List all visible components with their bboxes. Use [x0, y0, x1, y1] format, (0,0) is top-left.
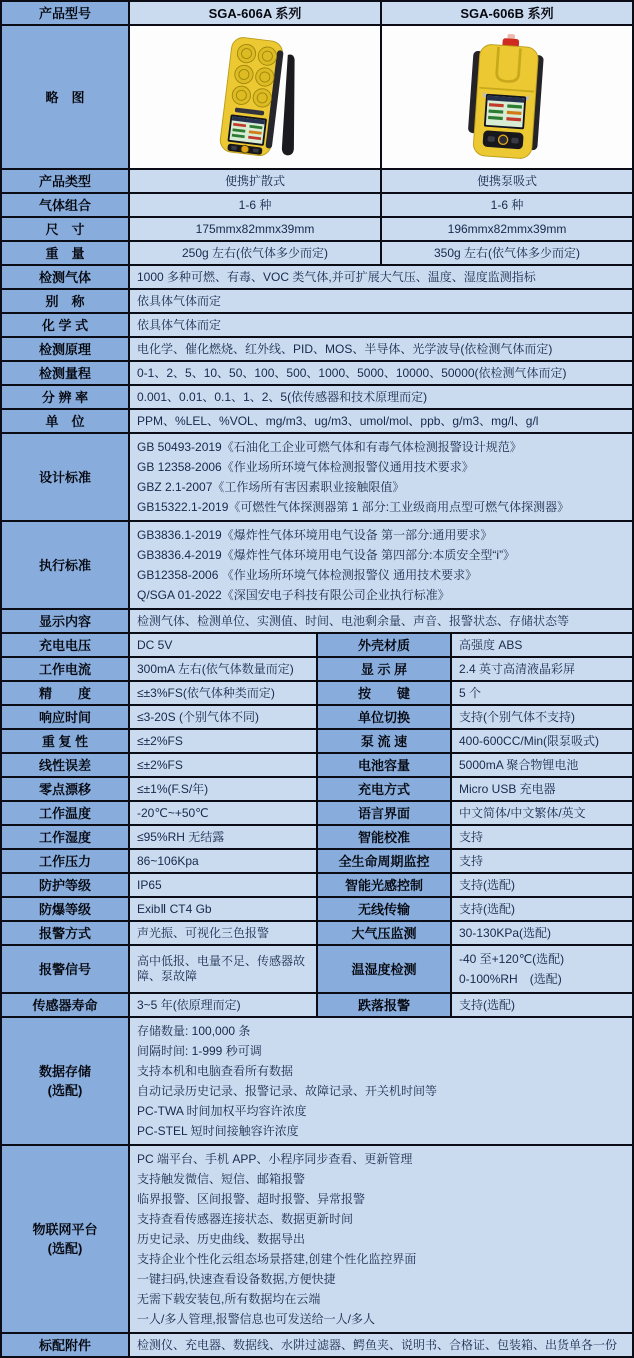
spec-row — [2, 850, 632, 872]
spec-label: 防爆等级 — [2, 898, 128, 920]
spec-line: 间隔时间: 1-999 秒可调 — [137, 1044, 262, 1058]
spec-label-line: 物联网平台 — [32, 1222, 98, 1237]
spec-value: ≤3-20S (个别气体不同) — [130, 706, 316, 728]
device-a-illustration — [191, 29, 319, 165]
spec-label: 化 学 式 — [2, 314, 128, 336]
spec-row — [2, 922, 632, 944]
spec-value: 便携泵吸式 — [382, 170, 632, 192]
spec-label: 单位切换 — [318, 706, 450, 728]
spec-value-multiline — [130, 522, 632, 608]
spec-label: 尺 寸 — [2, 218, 128, 240]
spec-label: 重 量 — [2, 242, 128, 264]
spec-label: 分 辨 率 — [2, 386, 128, 408]
spec-line: 支持企业个性化云组态场景搭建,创建个性化监控界面 — [137, 1252, 417, 1266]
header-row — [2, 2, 632, 24]
lcd-screen — [484, 94, 526, 130]
spec-row — [2, 362, 632, 384]
spec-label-line: (选配) — [47, 1241, 83, 1256]
spec-label: 智能校准 — [318, 826, 450, 848]
spec-row — [2, 434, 632, 520]
spec-line: GB3836.1-2019《爆炸性气体环境用电气设备 第一部分:通用要求》 — [137, 528, 493, 542]
spec-row — [2, 314, 632, 336]
lcd-screen — [227, 114, 267, 146]
spec-label: 零点漂移 — [2, 778, 128, 800]
spec-row — [2, 194, 632, 216]
spec-row — [2, 826, 632, 848]
spec-row — [2, 1018, 632, 1144]
sketch-row — [2, 26, 632, 168]
spec-value: 0-1、2、5、10、50、100、500、1000、5000、10000、50000(依检测气体而定) — [130, 362, 632, 384]
section-basic-specs — [2, 170, 632, 264]
spec-label: 充电电压 — [2, 634, 128, 656]
spec-row — [2, 898, 632, 920]
spec-row — [2, 682, 632, 704]
spec-value: 30-130KPa(选配) — [452, 922, 632, 944]
button-panel — [482, 130, 523, 149]
spec-row — [2, 522, 632, 608]
spec-row — [2, 730, 632, 752]
spec-value: 声光振、可视化三色报警 — [130, 922, 316, 944]
spec-value: 高中低报、电量不足、传感器故障、泵故障 — [130, 946, 316, 992]
spec-value: DC 5V — [130, 634, 316, 656]
spec-value: 400-600CC/Min(限泵吸式) — [452, 730, 632, 752]
spec-line: PC-STEL 短时间接触容许浓度 — [137, 1124, 299, 1138]
spec-row — [2, 290, 632, 312]
spec-value: ≤±3%FS(依气体种类而定) — [130, 682, 316, 704]
spec-label: 标配附件 — [2, 1334, 128, 1356]
spec-value: ≤95%RH 无结露 — [130, 826, 316, 848]
spec-label: 线性误差 — [2, 754, 128, 776]
spec-value: 175mmx82mmx39mm — [130, 218, 380, 240]
spec-label: 温湿度检测 — [318, 946, 450, 992]
display-content-row — [2, 610, 632, 632]
spec-value: 支持 — [452, 850, 632, 872]
spec-value-multiline — [130, 1018, 632, 1144]
spec-line: 支持本机和电脑查看所有数据 — [137, 1064, 294, 1078]
spec-line: GB 50493-2019《石油化工企业可燃气体和有毒气体检测报警设计规范》 — [137, 440, 522, 454]
spec-value: 支持(选配) — [452, 898, 632, 920]
spec-label: 外壳材质 — [318, 634, 450, 656]
header-series-b: SGA-606B 系列 — [382, 2, 632, 24]
spec-label: 检测原理 — [2, 338, 128, 360]
spec-value: 86~106Kpa — [130, 850, 316, 872]
spec-line: GB 12358-2006《作业场所环境气体检测报警仪通用技术要求》 — [137, 460, 474, 474]
spec-value: 中文简体/中文繁体/英文 — [452, 802, 632, 824]
spec-label: 全生命周期监控 — [318, 850, 450, 872]
spec-value: 250g 左右(依气体多少而定) — [130, 242, 380, 264]
spec-value: 支持(个别气体不支持) — [452, 706, 632, 728]
spec-value: 检测仪、充电器、数据线、水阱过滤器、鳄鱼夹、说明书、合格证、包装箱、出货单各一份 — [130, 1334, 632, 1356]
device-photo-sga606b — [382, 26, 632, 168]
spec-label: 别 称 — [2, 290, 128, 312]
spec-value: 依具体气体而定 — [130, 314, 632, 336]
spec-label: 重 复 性 — [2, 730, 128, 752]
spec-row — [2, 994, 632, 1016]
spec-label: 精 度 — [2, 682, 128, 704]
spec-line: -40 至+120℃(选配) — [459, 952, 565, 966]
spec-label: 电池容量 — [318, 754, 450, 776]
spec-label: 按 键 — [318, 682, 450, 704]
spec-value: 1-6 种 — [130, 194, 380, 216]
spec-label — [2, 1018, 128, 1144]
spec-line: GB12358-2006 《作业场所环境气体检测报警仪 通用技术要求》 — [137, 568, 478, 582]
header-label-product-model: 产品型号 — [2, 2, 128, 24]
spec-value: -20℃~+50℃ — [130, 802, 316, 824]
spec-label: 检测气体 — [2, 266, 128, 288]
spec-row — [2, 266, 632, 288]
spec-line: GB15322.1-2019《可燃性气体探测器第 1 部分:工业级商用点型可燃气体探测器》 — [137, 500, 570, 514]
spec-label: 检测量程 — [2, 362, 128, 384]
spec-line: 临界报警、区间报警、超时报警、异常报警 — [137, 1192, 366, 1206]
spec-value: 高强度 ABS — [452, 634, 632, 656]
spec-label: 大气压监测 — [318, 922, 450, 944]
header-series-a: SGA-606A 系列 — [130, 2, 380, 24]
spec-label: 工作电流 — [2, 658, 128, 680]
spec-row — [2, 778, 632, 800]
spec-line: PC 端平台、手机 APP、小程序同步查看、更新管理 — [137, 1152, 413, 1166]
spec-value: ≤±2%FS — [130, 730, 316, 752]
spec-value: ≤±1%(F.S/年) — [130, 778, 316, 800]
section-storage-iot — [2, 1018, 632, 1332]
sketch-label: 略 图 — [2, 26, 128, 168]
spec-value: 支持 — [452, 826, 632, 848]
spec-label: 单 位 — [2, 410, 128, 432]
spec-line: 支持查看传感器连接状态、数据更新时间 — [137, 1212, 354, 1226]
spec-row — [2, 754, 632, 776]
spec-row — [2, 802, 632, 824]
spec-row — [2, 338, 632, 360]
spec-value: Micro USB 充电器 — [452, 778, 632, 800]
spec-row — [2, 946, 632, 992]
spec-value: 支持(选配) — [452, 874, 632, 896]
spec-label: 无线传输 — [318, 898, 450, 920]
spec-label: 工作温度 — [2, 802, 128, 824]
spec-value: 1-6 种 — [382, 194, 632, 216]
spec-value: 便携扩散式 — [130, 170, 380, 192]
spec-label: 产品类型 — [2, 170, 128, 192]
spec-value: 5000mA 聚合物锂电池 — [452, 754, 632, 776]
spec-value: 支持(选配) — [452, 994, 632, 1016]
accessories-row — [2, 1334, 632, 1356]
spec-label: 跌落报警 — [318, 994, 450, 1016]
spec-row — [2, 242, 632, 264]
spec-line: GBZ 2.1-2007《工作场所有害因素职业接触限值》 — [137, 480, 405, 494]
spec-line: 支持触发微信、短信、邮箱报警 — [137, 1172, 306, 1186]
spec-line: 历史记录、历史曲线、数据导出 — [137, 1232, 306, 1246]
spec-value: 1000 多种可燃、有毒、VOC 类气体,并可扩展大气压、温度、湿度监测指标 — [130, 266, 632, 288]
spec-row — [2, 706, 632, 728]
spec-label: 传感器寿命 — [2, 994, 128, 1016]
section-gas-specs — [2, 266, 632, 432]
spec-label: 泵 流 速 — [318, 730, 450, 752]
spec-label: 显示内容 — [2, 610, 128, 632]
section-standards — [2, 434, 632, 608]
spec-line: 一人/多人管理,报警信息也可发送给一人/多人 — [137, 1312, 376, 1326]
spec-value: 3~5 年(依原理而定) — [130, 994, 316, 1016]
device-photo-sga606a — [130, 26, 380, 168]
spec-line: 一键扫码,快速查看设备数据,方便快捷 — [137, 1272, 336, 1286]
spec-row — [2, 386, 632, 408]
spec-value: 300mA 左右(依气体数量而定) — [130, 658, 316, 680]
spec-line: 存储数量: 100,000 条 — [137, 1024, 251, 1038]
spec-row — [2, 170, 632, 192]
spec-label: 报警方式 — [2, 922, 128, 944]
spec-value: IP65 — [130, 874, 316, 896]
spec-row — [2, 218, 632, 240]
spec-value: 350g 左右(依气体多少而定) — [382, 242, 632, 264]
spec-label — [2, 1146, 128, 1332]
spec-label: 响应时间 — [2, 706, 128, 728]
spec-label: 充电方式 — [318, 778, 450, 800]
spec-value: 2.4 英寸高清液晶彩屏 — [452, 658, 632, 680]
spec-line: 0-100%RH (选配) — [459, 972, 562, 986]
spec-label: 设计标准 — [2, 434, 128, 520]
spec-label: 工作压力 — [2, 850, 128, 872]
spec-value: PPM、%LEL、%VOL、mg/m3、ug/m3、umol/mol、ppb、g/m3、mg/l、g/l — [130, 410, 632, 432]
spec-value-multiline — [130, 1146, 632, 1332]
spec-value: 196mmx82mmx39mm — [382, 218, 632, 240]
spec-value: 检测气体、检测单位、实测值、时间、电池剩余量、声音、报警状态、存储状态等 — [130, 610, 632, 632]
spec-row — [2, 874, 632, 896]
spec-label-line: (选配) — [47, 1083, 83, 1098]
spec-label: 执行标准 — [2, 522, 128, 608]
spec-value: 依具体气体而定 — [130, 290, 632, 312]
section-detail-specs — [2, 634, 632, 1016]
spec-value: 电化学、催化燃烧、红外线、PID、MOS、半导体、光学波导(依检测气体而定) — [130, 338, 632, 360]
spec-line: 无需下载安装包,所有数据均在云端 — [137, 1292, 321, 1306]
spec-label: 显 示 屏 — [318, 658, 450, 680]
spec-value: 5 个 — [452, 682, 632, 704]
spec-label: 报警信号 — [2, 946, 128, 992]
spec-line: GB3836.4-2019《爆炸性气体环境用电气设备 第四部分:本质安全型“i”》 — [137, 548, 516, 562]
spec-row — [2, 658, 632, 680]
spec-label: 防护等级 — [2, 874, 128, 896]
spec-line: Q/SGA 01-2022《深国安电子科技有限公司企业执行标准》 — [137, 588, 450, 602]
spec-label: 气体组合 — [2, 194, 128, 216]
spec-row — [2, 1146, 632, 1332]
spec-line: PC-TWA 时间加权平均容许浓度 — [137, 1104, 307, 1118]
spec-value: ExibⅡ CT4 Gb — [130, 898, 316, 920]
device-b-illustration — [443, 29, 571, 165]
spec-value-multiline — [130, 434, 632, 520]
spec-label: 工作湿度 — [2, 826, 128, 848]
spec-value-multiline — [452, 946, 632, 992]
spec-line: 自动记录历史记录、报警记录、故障记录、开关机时间等 — [137, 1084, 438, 1098]
spec-value: ≤±2%FS — [130, 754, 316, 776]
spec-row — [2, 634, 632, 656]
spec-row — [2, 410, 632, 432]
spec-label: 智能光感控制 — [318, 874, 450, 896]
spec-label-line: 数据存储 — [38, 1064, 91, 1079]
spec-value: 0.001、0.01、0.1、1、2、5(依传感器和技术原理而定) — [130, 386, 632, 408]
spec-label: 语言界面 — [318, 802, 450, 824]
